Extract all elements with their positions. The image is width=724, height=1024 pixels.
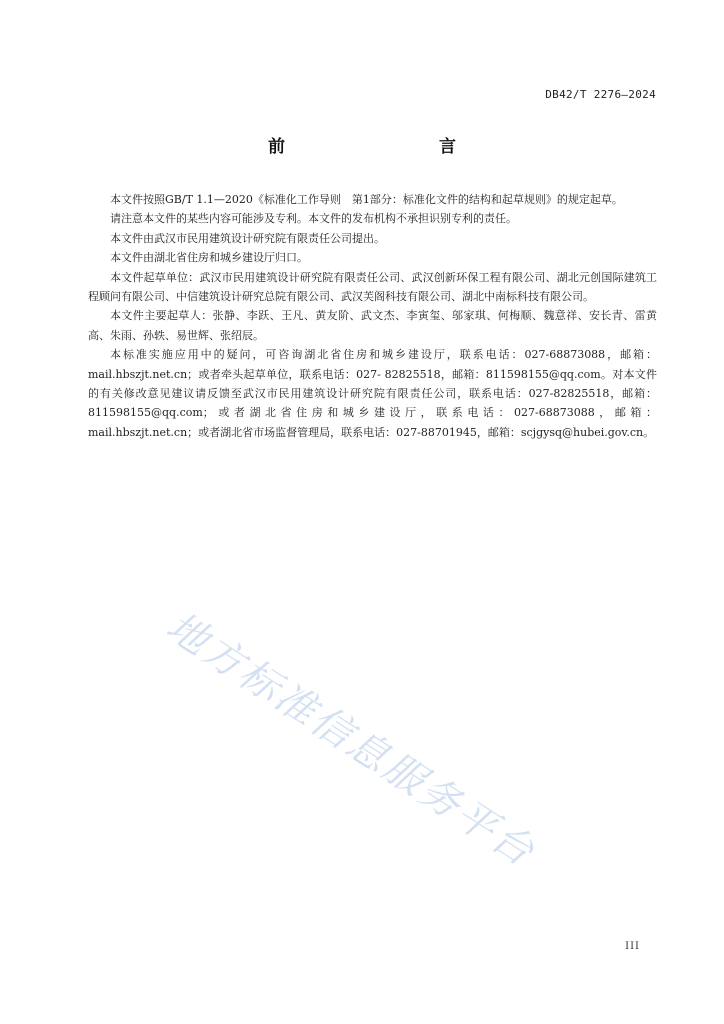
page-title: 前 言 <box>268 137 496 157</box>
paragraph-drafters: 本文件主要起草人：张静、李跃、王凡、黄友阶、武文杰、李寅玺、邬家琪、何梅顺、魏意祥、安长青、雷黄高、朱雨、孙轶、易世辉、张绍辰。 <box>88 309 657 342</box>
paragraph-contact-info: 本标准实施应用中的疑问，可咨询湖北省住房和城乡建设厅，联系电话：027-68873088，邮箱：mail.hbszjt.net.cn；或者牵头起草单位，联系电话：027- 82825518，邮箱：811598155@qq.com。对本文件的有关修改意见建议请反馈至武汉市民用建筑设计研究院有限责任公司，联系电话：027-82825518，邮箱：811598155@qq.com；或者湖北省住房和城乡建设厅，联系电话：027-68873088，邮箱：mail.hbszjt.net.cn；或者湖北省市场监督管理局，联系电话：027-88701945，邮箱：scjgysq@hubei.gov.cn。 <box>88 348 657 439</box>
watermark: 地方标准信息服务平台 <box>158 603 544 877</box>
paragraph-proposer: 本文件由武汉市民用建筑设计研究院有限责任公司提出。 <box>110 231 385 245</box>
paragraph-drafting-rules: 本文件按照GB/T 1.1—2020《标准化工作导则 第1部分：标准化文件的结构和起草规则》的规定起草。 <box>110 193 623 206</box>
paragraph-drafting-units: 本文件起草单位：武汉市民用建筑设计研究院有限责任公司、武汉创新环保工程有限公司、湖北元创国际建筑工程顾问有限公司、中信建筑设计研究总院有限公司、武汉芙阁科技有限公司、湖北中南标科技有限公司。 <box>88 270 657 304</box>
standard-code: DB42/T 2276—2024 <box>545 88 656 101</box>
foreword-body <box>88 190 657 442</box>
paragraph-patent-notice: 请注意本文件的某些内容可能涉及专利。本文件的发布机构不承担识别专利的责任。 <box>110 212 517 226</box>
page-number: III <box>625 941 640 952</box>
paragraph-centralized-unit: 本文件由湖北省住房和城乡建设厅归口。 <box>110 251 308 265</box>
